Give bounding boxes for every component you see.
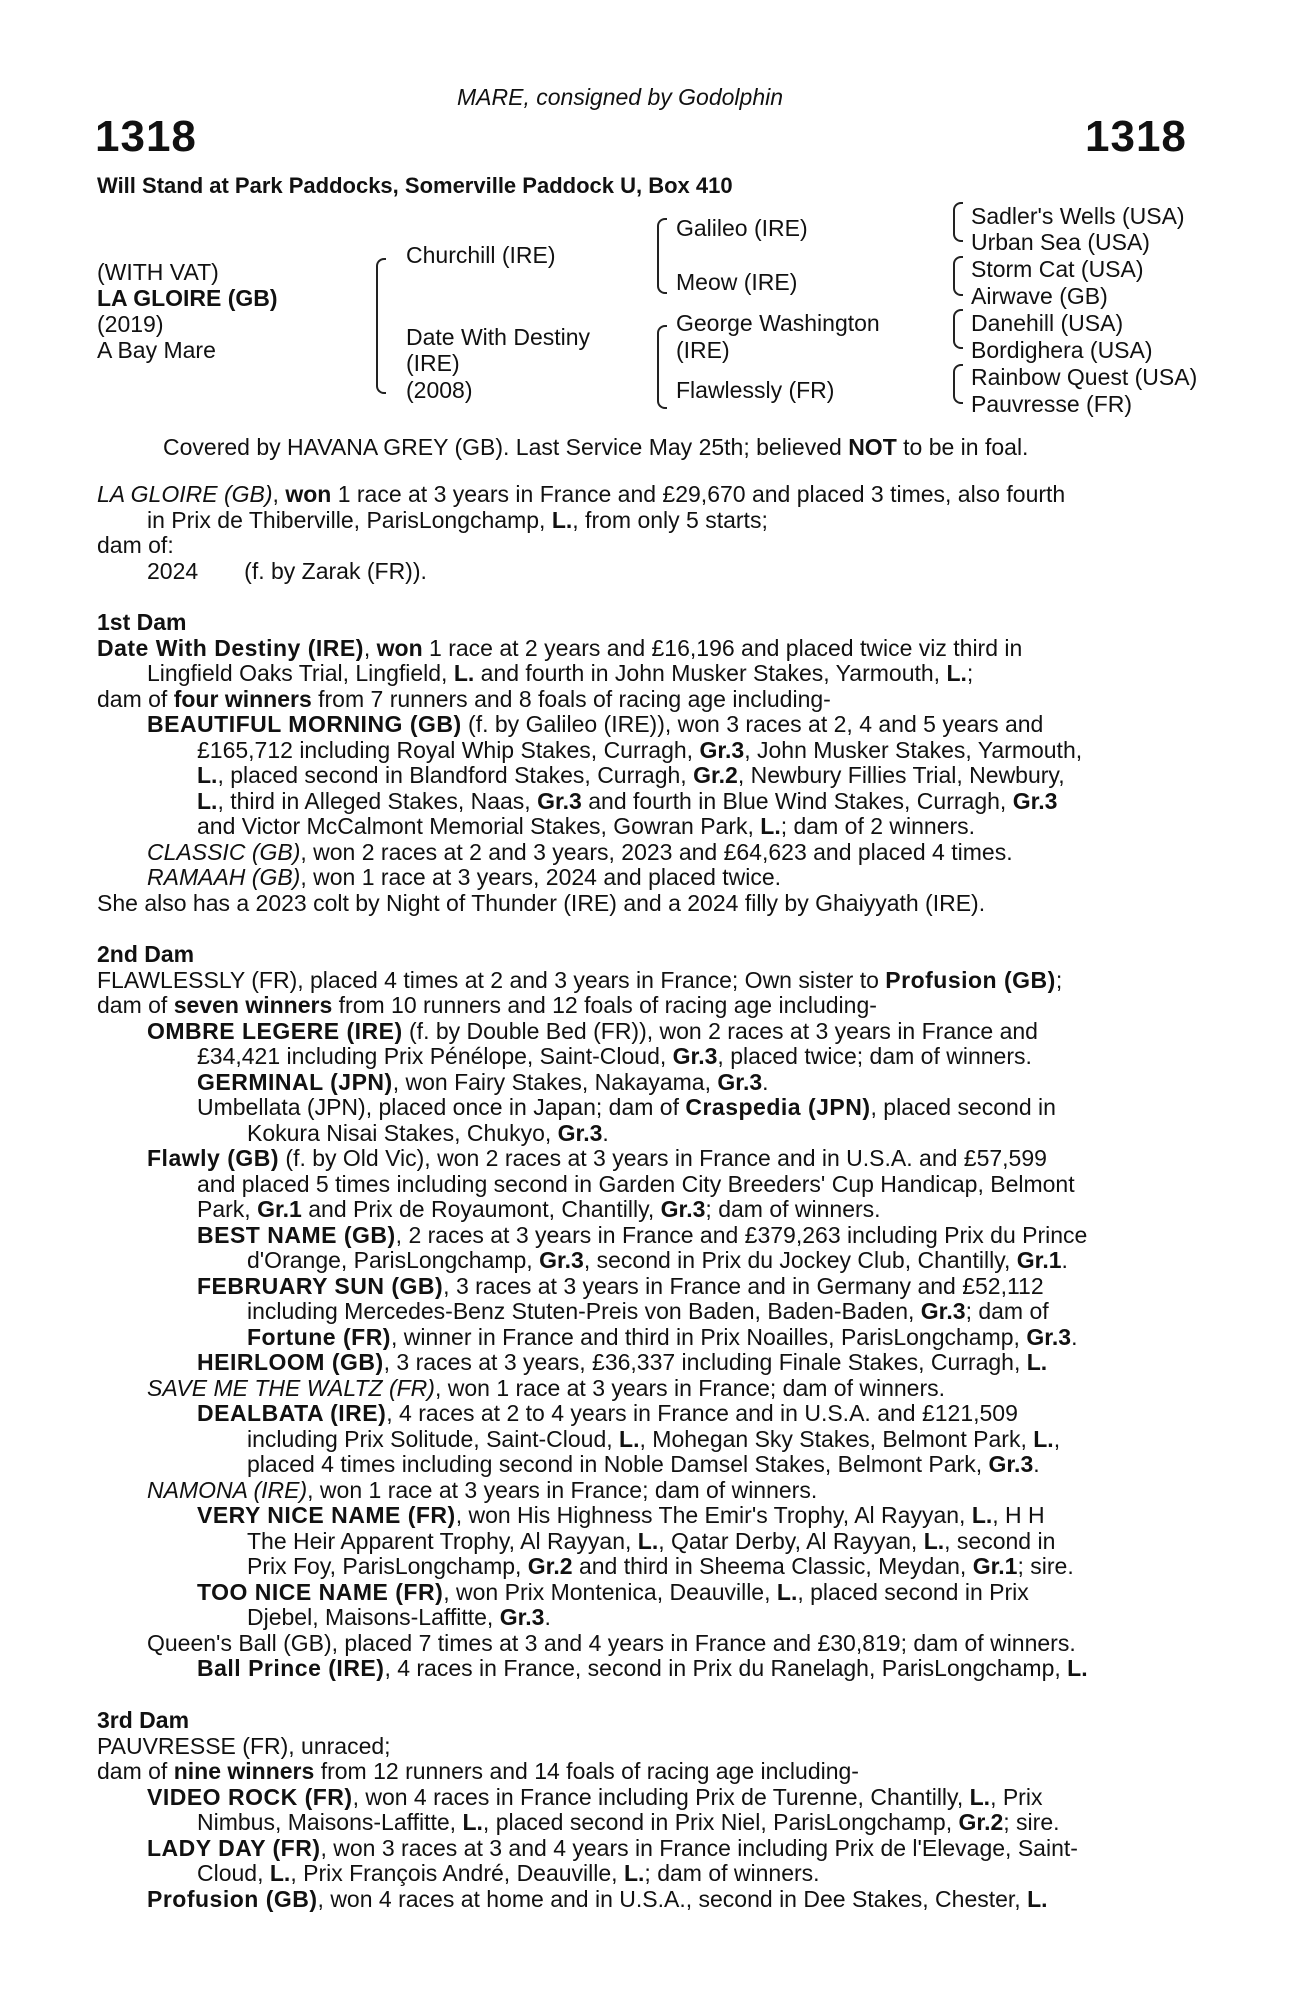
second-dam-heading: 2nd Dam: [97, 941, 195, 967]
pedigree-sss: Sadler's Wells (USA): [971, 203, 1185, 229]
pedigree-sdd: Airwave (GB): [971, 283, 1108, 309]
pedigree-brace-ds: [953, 309, 963, 349]
first-dam-heading: 1st Dam: [97, 609, 187, 635]
pedigree-sire-sire: Galileo (IRE): [676, 215, 808, 241]
third-dam-heading: 3rd Dam: [97, 1707, 190, 1733]
pedigree-brace-gen1: [376, 258, 386, 394]
third-dam-section: 3rd Dam PAUVRESSE (FR), unraced; dam of nine winners from 12 runners and 14 foals of racing age including- VIDEO ROCK (FR), won 4 races in France including Prix de Turenne, Chantilly, L., Prix Nimbus, Maisons-Laffitte, L., placed second in Prix Niel, ParisLongchamp, Gr.2; sire. LADY DAY (FR), won 3 races at 3 and 4 years in France including Prix de l'Elevage, Saint- Cloud, L., Prix François André, Deauville, L.; dam of winners. Profusion (GB), won 4 races at home and in U.S.A., second in Dee Stakes, Chester, L.: [97, 1708, 1207, 1912]
pedigree-ssd: Urban Sea (USA): [971, 229, 1150, 255]
pedigree-ddd: Pauvresse (FR): [971, 391, 1133, 417]
stand-location: Will Stand at Park Paddocks, Somerville Paddock U, Box 410: [97, 173, 733, 198]
pedigree-dss: Danehill (USA): [971, 310, 1124, 336]
vat-label: (WITH VAT): [97, 259, 219, 285]
pedigree-dds: Rainbow Quest (USA): [971, 364, 1198, 390]
pedigree-dam-dam: Flawlessly (FR): [676, 377, 835, 403]
pedigree-brace-sd: [953, 256, 963, 296]
horse-name: LA GLOIRE (GB): [97, 285, 278, 311]
pedigree-brace-sire: [657, 218, 667, 294]
lot-number-right: 1318: [1085, 112, 1187, 161]
pedigree-sire-dam: Meow (IRE): [676, 269, 798, 295]
pedigree-dsd: Bordighera (USA): [971, 337, 1153, 363]
horse-year: (2019): [97, 311, 164, 337]
covered-note: [163, 434, 1028, 460]
pedigree-dam-line2: (IRE): [406, 350, 460, 376]
pedigree-dam-sire-line1: George Washington: [676, 310, 880, 336]
pedigree-brace-ss: [953, 202, 963, 242]
lot-number-left: 1318: [95, 112, 197, 161]
pedigree-dam-sire-line2: (IRE): [676, 337, 730, 363]
pedigree-brace-dam: [657, 325, 667, 409]
covered-post: to be in foal.: [896, 434, 1029, 460]
pedigree-sire: Churchill (IRE): [406, 242, 556, 268]
intro-section: LA GLOIRE (GB), won 1 race at 3 years in France and £29,670 and placed 3 times, also fourth in Prix de Thiberville, ParisLongchamp, L., from only 5 starts; dam of: 2024 (f. by Zarak (FR)).: [97, 481, 1066, 584]
horse-description: A Bay Mare: [97, 337, 216, 363]
page-subtitle: MARE, consigned by Godolphin: [457, 84, 784, 110]
pedigree-sds: Storm Cat (USA): [971, 256, 1144, 282]
pedigree-dam-line1: Date With Destiny: [406, 324, 591, 350]
covered-pre: Covered by HAVANA GREY (GB). Last Service May 25th; believed: [163, 434, 849, 460]
intro-name: LA GLOIRE (GB): [97, 481, 273, 507]
second-dam-section: 2nd Dam FLAWLESSLY (FR), placed 4 times at 2 and 3 years in France; Own sister to Profusion (GB); dam of seven winners from 10 runners and 12 foals of racing age including- OMBRE LEGERE (IRE) (f. by Double Bed (FR)), won 2 races at 3 years in France and £34,421 including Prix Pénélope, Saint-Cloud, Gr.3, placed twice; dam of winners. GERMINAL (JPN), won Fairy Stakes, Nakayama, Gr.3. Umbellata (JPN), placed once in Japan; dam of Craspedia (JPN), placed second in Kokura Nisai Stakes, Chukyo, Gr.3. Flawly (GB) (f. by Old Vic), won 2 races at 3 years in France and in U.S.A. and £57,599 and placed 5 times including second in Garden City Breeders' Cup Handicap, Belmont Park, Gr.1 and Prix de Royaumont, Chantilly, Gr.3; dam of winners. BEST NAME (GB), 2 races at 3 years in France and £379,263 including Prix du Prince d'Orange, ParisLongchamp, Gr.3, second in Prix du Jockey Club, Chantilly, Gr.1. FEBRUARY SUN (GB), 3 races at 3 years in France and in Germany and £52,112 including Mercedes-Benz Stuten-Preis von Baden, Baden-Baden, Gr.3; dam of Fortune (FR), winner in France and third in Prix Noailles, ParisLongchamp, Gr.3. HEIRLOOM (GB), 3 races at 3 years, £36,337 including Finale Stakes, Curragh, L. SAVE ME THE WALTZ (FR), won 1 race at 3 years in France; dam of winners. DEALBATA (IRE), 4 races at 2 to 4 years in France and in U.S.A. and £121,509 including Prix Solitude, Saint-Cloud, L., Mohegan Sky Stakes, Belmont Park, L., placed 4 times including second in Noble Damsel Stakes, Belmont Park, Gr.3. NAMONA (IRE), won 1 race at 3 years in France; dam of winners. VERY NICE NAME (FR), won His Highness The Emir's Trophy, Al Rayyan, L., H H The Heir Apparent Trophy, Al Rayyan, L., Qatar Derby, Al Rayyan, L., second in Prix Foy, ParisLongchamp, Gr.2 and third in Sheema Classic, Meydan, Gr.1; sire. TOO NICE NAME (FR), won Prix Montenica, Deauville, L., placed second in Prix Djebel, Maisons-Laffitte, Gr.3. Queen's Ball (GB), placed 7 times at 3 and 4 years in France and £30,819; dam of winners. Ball Prince (IRE), 4 races in France, second in Prix du Ranelagh, ParisLongchamp, L.: [97, 942, 1207, 1682]
pedigree-dam-line3: (2008): [406, 377, 473, 403]
first-dam-section: 1st Dam Date With Destiny (IRE), won 1 race at 2 years and £16,196 and placed twice viz third in Lingfield Oaks Trial, Lingfield, L. and fourth in John Musker Stakes, Yarmouth, L.; dam of four winners from 7 runners and 8 foals of racing age including- BEAUTIFUL MORNING (GB) (f. by Galileo (IRE)), won 3 races at 2, 4 and 5 years and £165,712 including Royal Whip Stakes, Curragh, Gr.3, John Musker Stakes, Yarmouth, L., placed second in Blandford Stakes, Curragh, Gr.2, Newbury Fillies Trial, Newbury, L., third in Alleged Stakes, Naas, Gr.3 and fourth in Blue Wind Stakes, Curragh, Gr.3 and Victor McCalmont Memorial Stakes, Gowran Park, L.; dam of 2 winners. CLASSIC (GB), won 2 races at 2 and 3 years, 2023 and £64,623 and placed 4 times. RAMAAH (GB), won 1 race at 3 years, 2024 and placed twice. She also has a 2023 colt by Night of Thunder (IRE) and a 2024 filly by Ghaiyyath (IRE).: [97, 610, 1207, 916]
covered-not: NOT: [848, 434, 897, 460]
pedigree-brace-dd: [953, 364, 963, 404]
